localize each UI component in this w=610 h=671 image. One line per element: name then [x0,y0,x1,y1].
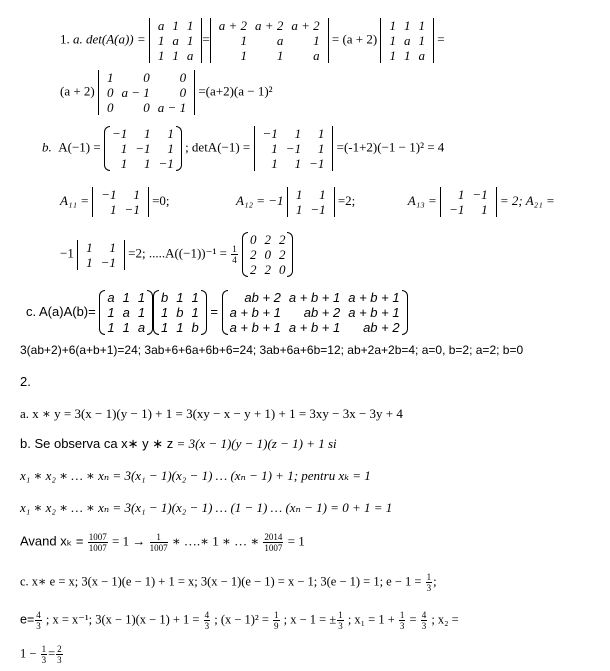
matrix-cell: 1 [167,141,174,156]
matrix-cell: 1 [295,187,303,202]
matrix-cell: 1 [176,290,184,305]
matrix-cell: b [161,290,169,305]
matrix-cell: 1 [107,70,114,85]
matrix-cell: 0 [264,247,271,262]
matrix-cell: 0 [107,100,114,115]
matrix-cell: 1 [172,48,179,63]
line-2c-cont [20,610,459,631]
matrix-cell: a + b + 1 [229,305,281,320]
matrix-cell: a [418,48,425,63]
matrix-cell: 1 [144,126,151,141]
text: = 3(x − 1)(y − 1)(z − 1) + 1 si [173,436,337,451]
determinant [149,18,203,63]
part-label: a. [73,31,83,47]
matrix-cell: a [172,33,179,48]
text: 2. [20,374,31,389]
matrix-cell: −1 [449,202,465,217]
matrix-grid [226,290,404,335]
expr: =(-1+2)(−1 − 1)² = 4 [336,139,445,155]
matrix-cell: 1 [276,48,284,63]
matrix-cell: 1 [240,48,248,63]
matrix-cell: 1 [403,48,411,63]
fraction: $\frac{4}{3}$ [36,610,41,631]
fraction: $\frac{1}{3}$ [338,610,343,631]
text: c. x∗ e = x; 3(x − 1)(e − 1) + 1 = x; 3(x − 1)(e − 1) = x − 1; 3(e − 1) = 1; e − 1 = [20,574,422,589]
matrix-cell: 2 [278,247,286,262]
line-1b [42,126,444,171]
matrix-cell: ab + 2 [363,320,400,335]
expr: ; detA(−1) = [185,139,251,155]
determinant [210,18,329,63]
matrix-cell: −1 [309,156,325,171]
determinant [380,18,434,63]
matrix-cell: 0 [278,262,286,277]
fraction: $\frac{4}{3}$ [421,610,427,631]
determinant [98,70,195,115]
problem-number [20,374,31,390]
matrix [104,126,182,171]
matrix-cell: 0 [107,85,114,100]
determinant [77,240,125,270]
expr: =2; [337,192,356,208]
matrix-cell: 1 [144,156,151,171]
line-1c-solution [20,342,523,358]
expr: (a + 2) [60,83,95,99]
determinant [92,187,149,217]
expr: A₁₁ = [60,192,90,208]
matrix-cell: 2 [249,247,257,262]
matrix-cell: a + b + 1 [348,290,400,305]
expr: =(a+2)(a − 1)² [198,83,273,99]
matrix-cell: a − 1 [121,85,150,100]
text: 3(ab+2)+6(a+b+1)=24; 3ab+6+6a+6b+6=24; 3ab+6a+6b=12; ab+2a+2b=4; a=0, b=2; a=2; b=0 [20,343,524,357]
text: = 1 [287,533,305,549]
matrix-cell: 1 [122,320,130,335]
fraction: $\frac{1}{3}$ [41,644,47,665]
text: Avand xₖ = [20,533,84,549]
matrix-cell: a [276,33,284,48]
matrix-cell: 1 [191,305,199,320]
expr: det(A(a)) = [86,31,146,47]
matrix-cell: 1 [271,156,278,171]
expr: =2; .....A((−1))⁻¹ = [128,245,227,261]
matrix-cell: −1 [111,126,128,141]
matrix-cell: 1 [389,33,396,48]
matrix-cell: a [137,320,146,335]
matrix-cell: 1 [157,48,165,63]
matrix-cell: 1 [317,126,325,141]
text: ; x = x⁻¹; 3(x − 1)(x − 1) + 1 = [45,612,200,627]
matrix-cell: −1 [101,187,117,202]
matrix [222,290,408,335]
matrix-cell: −1 [124,202,140,217]
matrix-cell: 1 [186,18,194,33]
matrix-grid [103,290,149,335]
expr: = [210,303,218,319]
problem-number: 1. [60,31,70,47]
matrix-cell: 1 [317,141,325,156]
matrix-grid [108,126,178,171]
text: b. Se observa ca x∗ y ∗ z [20,436,174,451]
matrix-cell: 1 [120,141,128,156]
matrix-cell: 1 [418,33,425,48]
matrix-grid [82,240,120,270]
matrix-cell: 2 [249,262,257,277]
part-label: b. [42,139,52,155]
matrix-cell: −1 [262,126,278,141]
matrix [242,232,294,277]
matrix-cell: 0 [249,232,257,247]
text: 1 − [20,646,37,661]
text: ; x − 1 = ± [283,612,337,627]
line-2a [20,406,403,422]
matrix-cell: −1 [100,254,116,270]
fraction: $\frac{2014}{1007}$ [264,532,283,553]
fraction: $\frac{1}{9}$ [274,610,279,631]
matrix-cell: b [176,305,184,320]
expr: = [437,31,445,47]
matrix-cell: 2 [264,232,271,247]
fraction: $\frac{2}{3}$ [57,644,62,665]
matrix-cell: a [186,48,194,63]
matrix-cell: a + 2 [218,18,248,33]
matrix-cell: a + b + 1 [229,320,281,335]
text: ; [433,574,437,589]
matrix-cell: 1 [161,320,169,335]
matrix-cell: 1 [137,305,146,320]
matrix-cell: 1 [481,202,488,217]
matrix-cell: 0 [179,70,187,85]
expr: = (a + 2) [331,31,378,47]
text: = [48,646,56,661]
matrix-cell: 1 [186,33,194,48]
matrix-cell: 1 [109,239,116,255]
matrix [153,290,207,335]
text: ; x₂ = [431,612,459,627]
matrix-cell: a − 1 [157,100,187,115]
expr: −1 [60,245,74,261]
matrix-cell: 1 [313,33,320,48]
text: ∗ ….∗ 1 ∗ … ∗ [171,533,260,549]
matrix-cell: 1 [107,305,115,320]
matrix-cell: 1 [122,290,130,305]
expr: A₁₂ = −1 [236,192,284,208]
matrix-cell: 0 [179,85,187,100]
matrix-cell: 2 [278,232,286,247]
matrix-grid [292,187,330,217]
text: a. x ∗ y = 3(x − 1)(y − 1) + 1 = 3(xy − x − y + 1) + 1 = 3xy − 3x − 3y + 4 [20,406,403,421]
matrix-cell: 1 [295,202,303,217]
fraction: $\frac{1}{3}$ [426,572,432,593]
matrix-cell: ab + 2 [244,290,281,305]
line-1a: 1. a. det(A(a)) = a 1 1 1 a 1 1 1 a = a + 2 a + 2 a + 2 1 a 1 1 1 a = (a + 2) 1 1 1 1 a 1 1 1 a = [60,18,445,63]
text: x₁ ∗ x₂ ∗ … ∗ xₙ = 3(x₁ − 1)(x₂ − 1) … (1 − 1) … (xₙ − 1) = 0 + 1 = 1 [20,500,393,515]
matrix-cell: 1 [176,320,184,335]
matrix-grid [259,126,329,171]
determinant [287,187,335,217]
line-1c [26,290,408,335]
expr: A(−1) = [58,139,101,155]
matrix-cell: 1 [271,141,278,156]
expr: c. A(a)A(b)= [26,303,96,319]
line-2b [20,436,337,452]
matrix-grid [385,18,429,63]
matrix-cell: a [313,48,320,63]
matrix-grid [103,70,190,115]
matrix-cell: a [403,33,411,48]
matrix-cell: a + b + 1 [348,305,400,320]
matrix-cell: 1 [457,187,465,202]
matrix-cell: 1 [107,320,115,335]
expr: A₁₃ = [407,192,437,208]
expr: = 2; A₂₁ = [499,192,555,208]
matrix-grid [445,187,492,217]
text: ; (x − 1)² = [214,612,269,627]
matrix-grid [97,187,144,217]
line-2b-1 [20,468,371,484]
matrix-cell: 1 [133,187,140,202]
matrix-cell: 0 [143,100,150,115]
matrix-cell: 1 [110,202,117,217]
matrix-cell: −1 [158,156,174,171]
matrix-grid [215,18,324,63]
matrix-cell: 1 [294,126,302,141]
matrix-cell: 1 [319,187,326,202]
matrix-cell: 1 [167,126,174,141]
line-inverse [60,232,293,277]
matrix-cell: a + 2 [255,18,284,33]
matrix-cell: 2 [264,262,271,277]
matrix-cell: 1 [161,305,169,320]
matrix [99,290,153,335]
text: e= [20,612,35,627]
fraction: $\frac{1}{4}$ [232,244,237,265]
fraction: $\frac{1}{1007}$ [149,532,168,553]
matrix-cell: a [157,18,165,33]
matrix-cell: 1 [86,254,93,270]
determinant [440,187,497,217]
matrix-cell: −1 [285,141,302,156]
matrix-grid [154,18,198,63]
matrix-cell: 1 [403,18,411,33]
matrix-cell: b [191,320,199,335]
line-cofactors [60,187,555,217]
matrix-grid [246,232,290,277]
matrix-grid [157,290,203,335]
matrix-cell: 1 [418,18,425,33]
matrix-cell: 1 [240,33,248,48]
matrix-cell: 1 [157,33,165,48]
matrix-cell: −1 [135,141,151,156]
text: = 1 → [111,533,146,549]
line-2b-2 [20,500,392,516]
matrix-cell: −1 [472,187,488,202]
matrix-cell: ab + 2 [303,305,341,320]
matrix-cell: 1 [389,18,396,33]
line-2c-last [20,644,64,665]
matrix-cell: 1 [120,156,128,171]
expr: =0; [152,192,170,208]
matrix-cell: a [107,290,115,305]
matrix-cell: a + b + 1 [288,290,341,305]
fraction: $\frac{1}{3}$ [399,610,405,631]
matrix-cell: 1 [294,156,302,171]
matrix-cell: −1 [310,202,326,217]
determinant [254,126,334,171]
matrix-cell: 1 [137,290,146,305]
matrix-cell: a + 2 [291,18,320,33]
text: = [409,612,417,627]
matrix-cell: a + b + 1 [288,320,341,335]
matrix-cell: 1 [172,18,179,33]
matrix-cell: 1 [389,48,396,63]
matrix-cell: 1 [191,290,199,305]
matrix-cell: 1 [86,239,93,255]
line-2c [20,572,437,593]
line-1a-cont [60,70,273,115]
line-avand [20,532,305,553]
matrix-cell: a [122,305,130,320]
text: ; x₁ = 1 + [347,612,395,627]
fraction: $\frac{1007}{1007}$ [88,532,107,553]
fraction: $\frac{4}{3}$ [204,610,210,631]
text: x₁ ∗ x₂ ∗ … ∗ xₙ = 3(x₁ − 1)(x₂ − 1) … (xₙ − 1) + 1; pentru xₖ = 1 [20,468,371,483]
matrix-cell: 0 [143,70,150,85]
